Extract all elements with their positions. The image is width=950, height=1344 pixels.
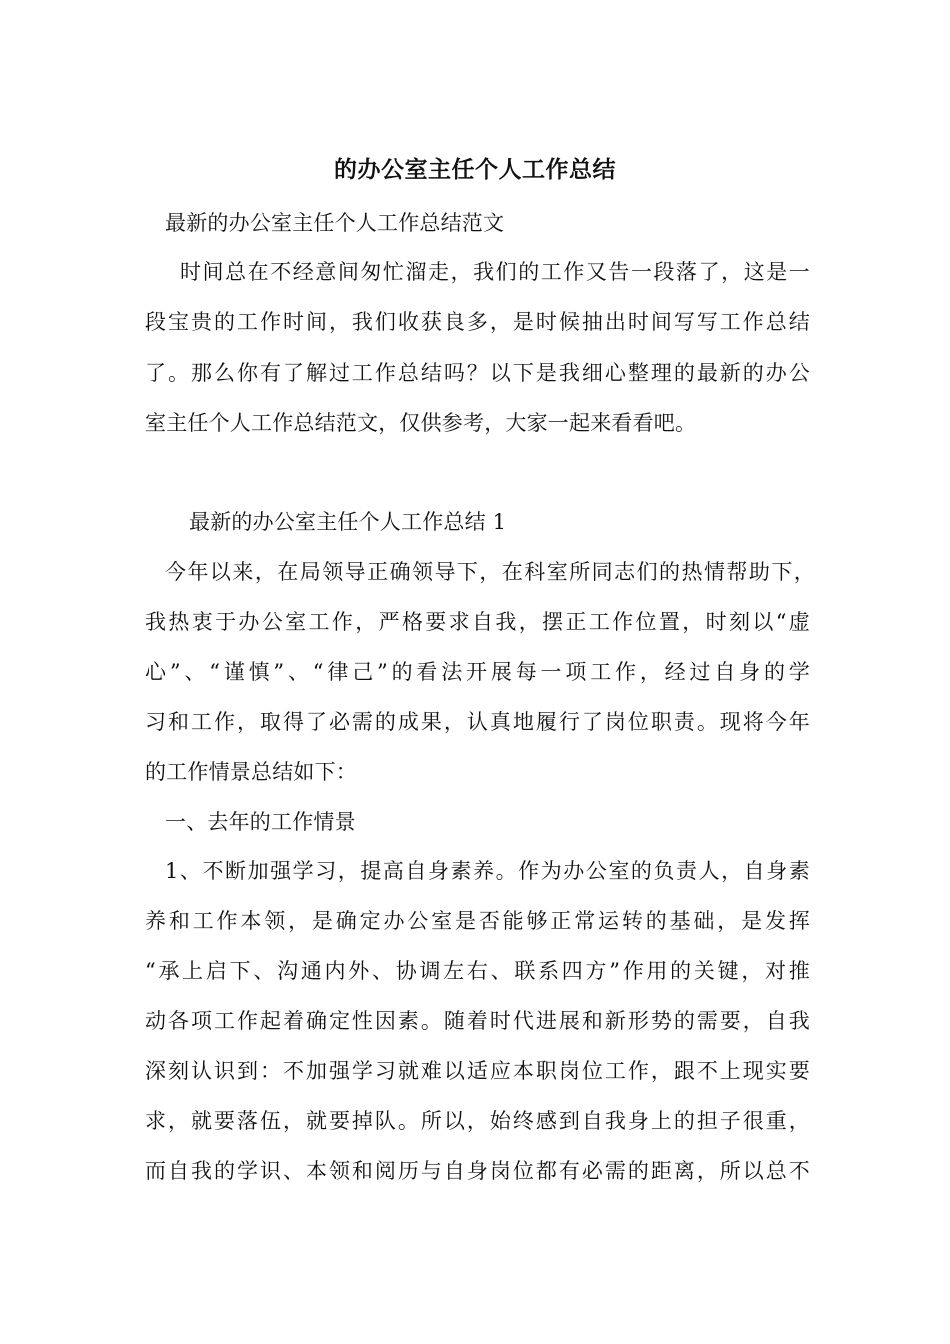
- heading-1: 一、去年的工作情景: [165, 810, 356, 834]
- paragraph-line: 我热衷于办公室工作，严格要求自我，摆正工作位置，时刻以“虚: [145, 610, 810, 634]
- item-line: 1、不断加强学习，提高自身素养。作为办公室的负责人，自身素: [165, 859, 810, 883]
- intro-line: 时间总在不经意间匆忙溜走，我们的工作又告一段落了，这是一: [180, 260, 810, 284]
- item-line: 深刻认识到：不加强学习就难以适应本职岗位工作，跟不上现实要: [145, 1059, 810, 1083]
- paragraph-line: 心”、“谨慎”、“律己”的看法开展每一项工作，经过自身的学: [145, 660, 810, 684]
- item-line: 而自我的学识、本领和阅历与自身岗位都有必需的距离，所以总不: [145, 1159, 810, 1183]
- paragraph-line: 今年以来，在局领导正确领导下，在科室所同志们的热情帮助下，: [165, 560, 815, 584]
- section-heading: 最新的办公室主任个人工作总结 1: [189, 510, 507, 534]
- intro-line: 了。那么你有了解过工作总结吗？以下是我细心整理的最新的办公: [145, 361, 810, 385]
- intro-line: 室主任个人工作总结范文，仅供参考，大家一起来看看吧。: [145, 411, 697, 435]
- document-subtitle: 最新的办公室主任个人工作总结范文: [165, 211, 505, 235]
- document-title: 的办公室主任个人工作总结: [334, 156, 616, 183]
- paragraph-line: 习和工作，取得了必需的成果，认真地履行了岗位职责。现将今年: [145, 710, 810, 734]
- item-line: 动各项工作起着确定性因素。随着时代进展和新形势的需要，自我: [145, 1009, 810, 1033]
- intro-line: 段宝贵的工作时间，我们收获良多，是时候抽出时间写写工作总结: [145, 310, 810, 334]
- item-line: 求，就要落伍，就要掉队。所以，始终感到自我身上的担子很重，: [145, 1109, 810, 1133]
- item-line: “承上启下、沟通内外、协调左右、联系四方”作用的关键，对推: [145, 959, 810, 983]
- paragraph-line: 的工作情景总结如下：: [145, 760, 357, 784]
- item-line: 养和工作本领，是确定办公室是否能够正常运转的基础，是发挥: [145, 909, 810, 933]
